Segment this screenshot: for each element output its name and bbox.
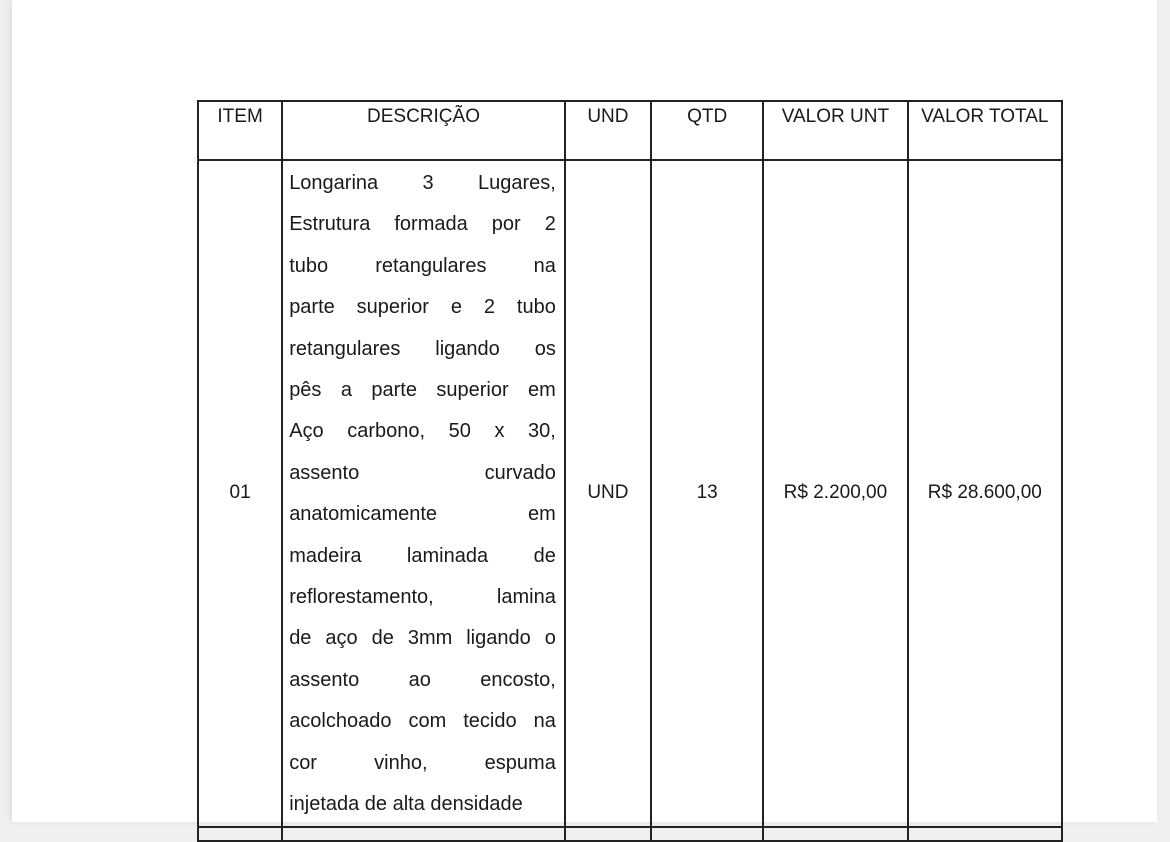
table-row-partial [198,827,1062,841]
description-line: assento ao encosto, [289,668,556,691]
description-line: de aço de 3mm ligando o [289,627,556,650]
partial-cell [908,827,1062,841]
header-item: ITEM [198,101,282,160]
header-und: UND [565,101,651,160]
description-line: madeira laminada de [289,544,556,567]
description-line: tubo retangulares na [289,254,556,277]
description-line: reflorestamento, lamina [289,586,556,609]
description-line: assento curvado [289,461,556,484]
description-line: pês a parte superior em [289,379,556,402]
cell-und: UND [565,160,651,827]
partial-cell [651,827,763,841]
document-page [12,0,1157,822]
description-line: acolchoado com tecido na [289,710,556,733]
description-line: anatomicamente em [289,503,556,526]
table-header-row [198,101,1062,160]
table-row [198,160,1062,827]
description-line: Estrutura formada por 2 [289,213,556,236]
items-table [197,100,1063,842]
cell-descricao [282,160,565,827]
description-line: parte superior e 2 tubo [289,296,556,319]
cell-valor-unt: R$ 2.200,00 [763,160,907,827]
cell-valor-total: R$ 28.600,00 [908,160,1062,827]
partial-cell [282,827,565,841]
header-descricao: DESCRIÇÃO [282,101,565,160]
header-qtd: QTD [651,101,763,160]
partial-cell [763,827,907,841]
description-line: Aço carbono, 50 x 30, [289,420,556,443]
description-text [289,163,556,826]
cell-item: 01 [198,160,282,827]
header-valor-unt: VALOR UNT [763,101,907,160]
cell-qtd: 13 [651,160,763,827]
description-line: injetada de alta densidade [289,793,523,816]
description-line: retangulares ligando os [289,337,556,360]
header-valor-total: VALOR TOTAL [908,101,1062,160]
description-line: Longarina 3 Lugares, [289,172,556,194]
partial-cell [565,827,651,841]
description-line: cor vinho, espuma [289,751,556,774]
partial-cell [198,827,282,841]
